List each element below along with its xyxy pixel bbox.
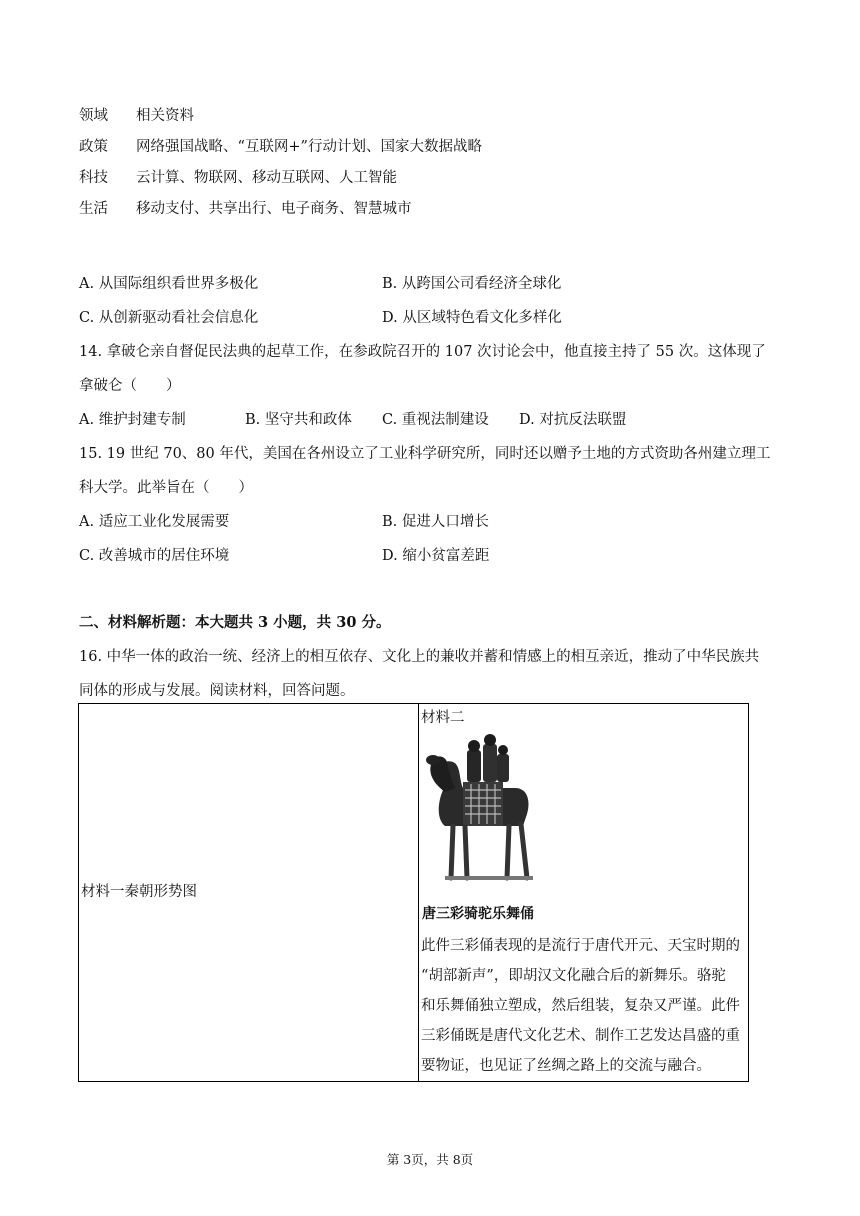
q13-option-c: C. 从创新驱动看社会信息化 — [79, 310, 259, 326]
material-table — [78, 703, 749, 1082]
domain-table-key: 科技 — [79, 170, 108, 186]
q15-stem-line2: 科大学。此举旨在（ ） — [79, 480, 253, 496]
image-caption: 唐三彩骑驼乐舞俑 — [422, 906, 534, 922]
material2-title: 材料二 — [421, 710, 465, 726]
q13-option-a: A. 从国际组织看世界多极化 — [79, 276, 259, 292]
material2-desc-line: 此件三彩俑表现的是流行于唐代开元、天宝时期的 — [421, 938, 740, 954]
domain-table-key: 领域 — [79, 108, 108, 124]
domain-table-key: 政策 — [79, 139, 108, 155]
q14-option-a: A. 维护封建专制 — [79, 412, 186, 428]
camel-figurine-image — [423, 730, 543, 898]
table-divider — [418, 704, 419, 1081]
material2-desc-line: 要物证，也见证了丝绸之路上的交流与融合。 — [421, 1058, 711, 1074]
q14-option-b: B. 坚守共和政体 — [245, 412, 352, 428]
q16-stem-line1: 16. 中华一体的政治一统、经济上的相互依存、文化上的兼收并蓄和情感上的相互亲近，推动了中华民族共 — [79, 649, 760, 665]
domain-table-key: 生活 — [79, 201, 108, 217]
domain-table-value: 移动支付、共享出行、电子商务、智慧城市 — [136, 201, 412, 217]
q14-option-d: D. 对抗反法联盟 — [519, 412, 627, 428]
material2-desc-line: “胡部新声”，即胡汉文化融合后的新舞乐。骆驼 — [421, 968, 726, 984]
domain-table-value: 相关资料 — [136, 108, 194, 124]
page-footer: 第 3页，共 8页 — [386, 1152, 474, 1167]
domain-table-value: 网络强国战略、“互联网+”行动计划、国家大数据战略 — [136, 139, 482, 155]
q15-option-b: B. 促进人口增长 — [382, 514, 489, 530]
q14-option-c: C. 重视法制建设 — [382, 412, 489, 428]
q15-option-d: D. 缩小贫富差距 — [382, 548, 490, 564]
q14-stem-line2: 拿破仑（ ） — [79, 378, 181, 394]
material2-desc-line: 和乐舞俑独立塑成，然后组装，复杂又严谨。此件 — [421, 998, 740, 1014]
q13-option-d: D. 从区域特色看文化多样化 — [382, 310, 562, 326]
q14-stem-line1: 14. 拿破仑亲自督促民法典的起草工作，在参政院召开的 107 次讨论会中，他直接主持了 55 次。这体现了 — [79, 344, 766, 360]
q15-stem-line1: 15. 19 世纪 70、80 年代，美国在各州设立了工业科学研究所，同时还以赠予土地的方式资助各州建立理工 — [79, 446, 771, 462]
material1-label: 材料一秦朝形势图 — [81, 884, 197, 900]
material2-desc-line: 三彩俑既是唐代文化艺术、制作工艺发达昌盛的重 — [421, 1028, 740, 1044]
q16-stem-line2: 同体的形成与发展。阅读材料，回答问题。 — [79, 683, 355, 699]
domain-table-value: 云计算、物联网、移动互联网、人工智能 — [136, 170, 397, 186]
q15-option-c: C. 改善城市的居住环境 — [79, 548, 230, 564]
q15-option-a: A. 适应工业化发展需要 — [79, 514, 230, 530]
q13-option-b: B. 从跨国公司看经济全球化 — [382, 276, 562, 292]
section-heading: 二、材料解析题：本大题共 3 小题，共 30 分。 — [79, 614, 391, 631]
